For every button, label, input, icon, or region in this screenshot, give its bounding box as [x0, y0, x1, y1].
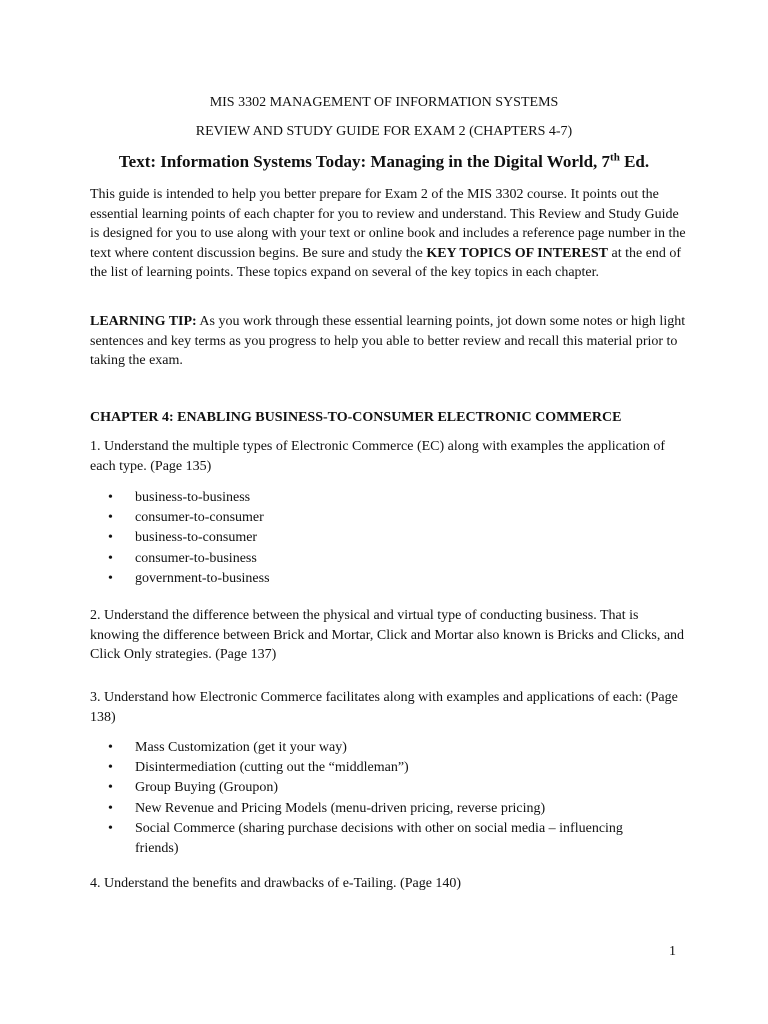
intro-text-2: at the end of the list of learning points. These topics expand on several of the key topics in each chapter. [90, 245, 682, 280]
bullet-icon: • [108, 570, 113, 586]
learning-point-4: 4. Understand the benefits and drawbacks of e-Tailing. (Page 140) [90, 876, 462, 891]
bullet-icon: • [108, 490, 113, 505]
list-item: • business-to-business [108, 488, 668, 508]
ec-facilitation-list [108, 738, 668, 859]
ec-types-list [108, 488, 668, 589]
learning-point-3: 3. Understand how Electronic Commerce facilitates along with examples and applications of each: (Page 138) [90, 690, 678, 725]
list-item: • government-to-business [108, 569, 668, 589]
list-item: • consumer-to-business [108, 549, 668, 569]
list-item: • consumer-to-consumer [108, 508, 668, 528]
learning-tip-label: LEARNING TIP: [90, 314, 197, 329]
bullet-icon: • [108, 530, 113, 546]
list-item: • business-to-consumer [108, 528, 668, 548]
bullet-icon: • [108, 510, 113, 526]
intro-paragraph [90, 185, 690, 283]
learning-tip-paragraph [90, 312, 690, 371]
learning-tip-text: As you work through these essential learning points, jot down some notes or high light sentences and key terms as you progress to help you able to better review and recall this material prior to taking the exam. [90, 314, 686, 368]
textbook-edition-superscript: th [610, 151, 620, 164]
learning-point-1: 1. Understand the multiple types of Electronic Commerce (EC) along with examples the application of each type. (Page 135) [90, 439, 666, 474]
textbook-title-suffix: Ed. [619, 152, 650, 171]
list-item: • Group Buying (Groupon) [108, 778, 668, 798]
bullet-icon: • [108, 800, 113, 816]
list-item: • New Revenue and Pricing Models (menu-driven pricing, reverse pricing) [108, 799, 668, 819]
bullet-icon: • [108, 820, 113, 836]
bullet-icon: • [108, 760, 113, 776]
chapter-4-heading: CHAPTER 4: ENABLING BUSINESS-TO-CONSUMER ELECTRONIC COMMERCE [90, 410, 622, 425]
bullet-icon: • [108, 740, 113, 755]
intro-text-1: This guide is intended to help you better prepare for Exam 2 of the MIS 3302 course. It points out the essential learning points of each chapter for you to review and understand. This Review and Study Guide is designed for you to use along with your text or online book and includes a reference page number in the text where content discussion begins. Be sure and study the [90, 187, 686, 261]
learning-point-2: 2. Understand the difference between the physical and virtual type of conducting business. That is knowing the difference between Brick and Mortar, Click and Mortar also known is Bricks and Clicks, and Click Only strategies. (Page 137) [90, 608, 685, 662]
bullet-icon: • [108, 550, 113, 566]
textbook-title [0, 152, 768, 172]
textbook-title-main: Text: Information Systems Today: Managing in the Digital World, 7 [118, 152, 611, 171]
list-item: • Social Commerce (sharing purchase decisions with other on social media – influencing friends) [108, 820, 623, 857]
list-item: • Disintermediation (cutting out the “middleman”) [108, 758, 668, 778]
page-number: 1 [669, 944, 676, 959]
bullet-icon: • [108, 780, 113, 796]
list-item: • Mass Customization (get it your way) [108, 738, 668, 758]
guide-title: REVIEW AND STUDY GUIDE FOR EXAM 2 (CHAPTERS 4-7) [195, 124, 573, 139]
intro-key-topics: KEY TOPICS OF INTEREST [426, 245, 608, 261]
course-title: MIS 3302 MANAGEMENT OF INFORMATION SYSTEMS [209, 95, 559, 110]
